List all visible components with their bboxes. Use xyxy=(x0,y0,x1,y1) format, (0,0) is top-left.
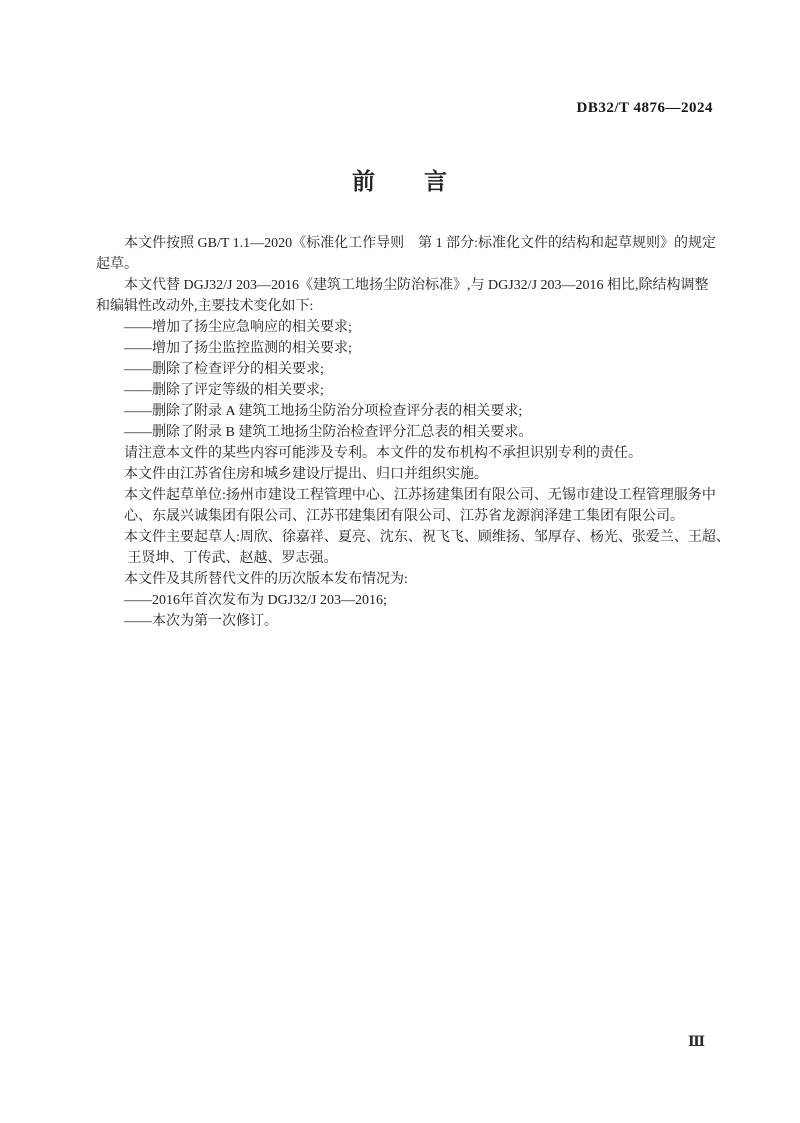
foreword-list-item: ——增加了扬尘应急响应的相关要求; xyxy=(124,320,352,335)
foreword-line: 起草。 xyxy=(96,257,138,272)
foreword-list-item: ——本次为第一次修订。 xyxy=(124,614,278,629)
doc-number: DB32/T 4876—2024 xyxy=(576,100,713,116)
foreword-line: 和编辑性改动外,主要技术变化如下: xyxy=(96,299,314,314)
foreword-line: 本文件主要起草人:周欣、徐嘉祥、夏亮、沈东、祝飞飞、顾维扬、邹厚存、杨光、张爱兰、王超、 xyxy=(124,530,730,545)
foreword-line: 请注意本文件的某些内容可能涉及专利。本文件的发布机构不承担识别专利的责任。 xyxy=(124,446,642,461)
foreword-list-item: ——2016年首次发布为 DGJ32/J 203—2016; xyxy=(124,593,387,608)
foreword-body xyxy=(96,233,730,632)
page-number: Ⅲ xyxy=(687,1035,705,1050)
foreword-list-item: ——删除了检查评分的相关要求; xyxy=(124,362,324,377)
foreword-list-item: ——删除了附录 A 建筑工地扬尘防治分项检查评分表的相关要求; xyxy=(124,404,523,419)
foreword-line: 心、东晟兴诚集团有限公司、江苏邗建集团有限公司、江苏省龙源润泽建工集团有限公司。 xyxy=(124,509,684,524)
foreword-line: 王贤坤、丁传武、赵越、罗志强。 xyxy=(127,551,338,566)
foreword-line: 本文件起草单位:扬州市建设工程管理中心、江苏扬建集团有限公司、无锡市建设工程管理服务中 xyxy=(124,488,716,503)
foreword-line: 本文件由江苏省住房和城乡建设厅提出、归口并组织实施。 xyxy=(124,467,488,482)
foreword-line: 本文件按照 GB/T 1.1—2020《标准化工作导则 第 1 部分:标准化文件的结构和起草规则》的规定 xyxy=(124,236,717,251)
foreword-list-item: ——增加了扬尘监控监测的相关要求; xyxy=(124,341,352,356)
page-title: 前 言 xyxy=(352,168,448,194)
foreword-list-item: ——删除了评定等级的相关要求; xyxy=(124,383,324,398)
foreword-line: 本文代替 DGJ32/J 203—2016《建筑工地扬尘防治标准》,与 DGJ32/J 203—2016 相比,除结构调整 xyxy=(124,278,709,293)
foreword-line: 本文件及其所替代文件的历次版本发布情况为: xyxy=(124,572,408,587)
foreword-list-item: ——删除了附录 B 建筑工地扬尘防治检查评分汇总表的相关要求。 xyxy=(124,425,533,440)
